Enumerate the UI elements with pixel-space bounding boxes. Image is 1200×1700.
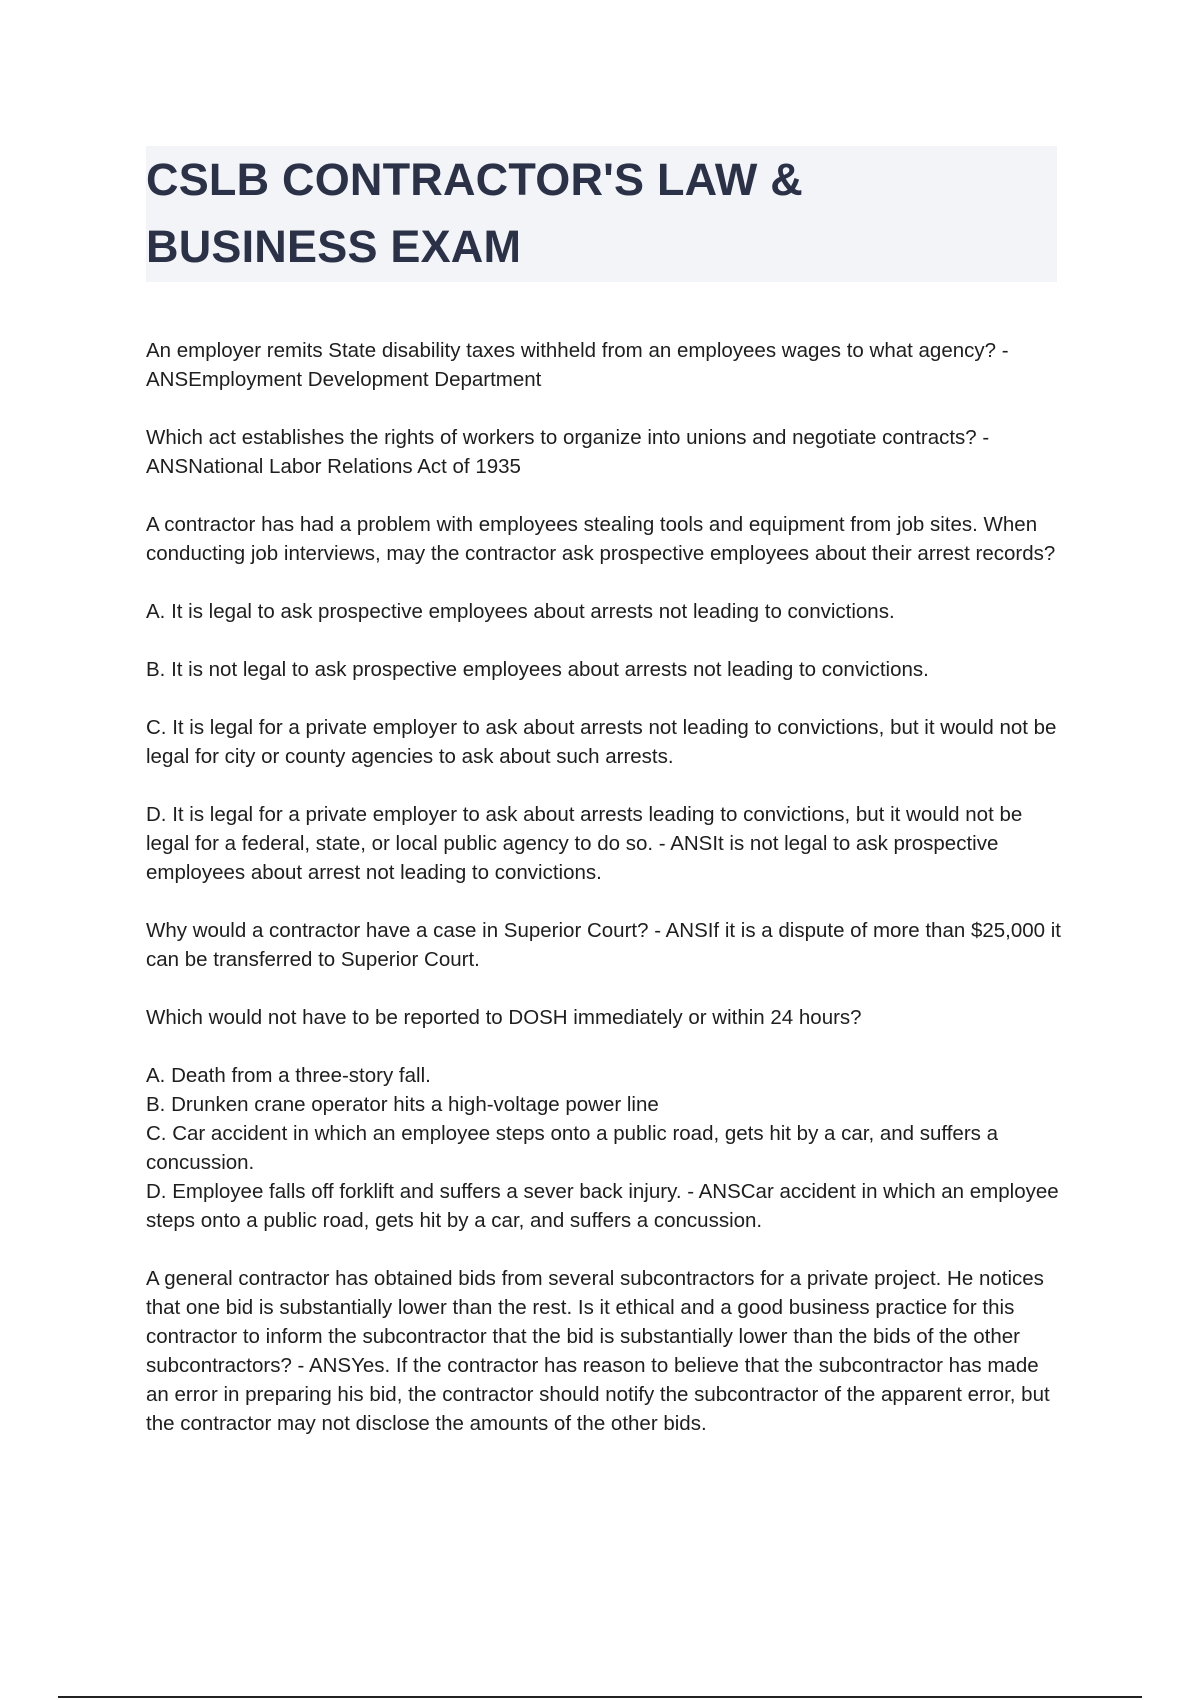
paragraph-bids: A general contractor has obtained bids from several subcontractors for a private project. He notices that one bid is substantially lower than the rest. Is it ethical and a good business practice for this contractor to inform the subcontractor that the bid is substantially lower than the bids of the other subcontractors? - ANSYes. If the contractor has reason to believe that the subcontractor has made an error in preparing his bid, the contractor should notify the subcontractor of the apparent error, but the contractor may not disclose the amounts of the other bids. xyxy=(146,1267,1050,1435)
page-bottom-rule xyxy=(58,1696,1142,1698)
paragraph-option-a: A. It is legal to ask prospective employees about arrests not leading to convictions. xyxy=(146,600,895,623)
paragraph-superior-court: Why would a contractor have a case in Superior Court? - ANSIf it is a dispute of more than $25,000 it can be transferred to Superior Court. xyxy=(146,919,1062,971)
dosh-option-d: D. Employee falls off forklift and suffers a sever back injury. - ANSCar accident in which an employee steps onto a public road, gets hit by a car, and suffers a concussion. xyxy=(146,1180,1059,1232)
title-banner xyxy=(146,146,1057,282)
paragraph-arrest-question: A contractor has had a problem with employees stealing tools and equipment from job sites. When conducting job interviews, may the contractor ask prospective employees about their arrest records? xyxy=(146,513,1056,565)
paragraph-edd: An employer remits State disability taxes withheld from an employees wages to what agency? - ANSEmployment Development Department xyxy=(146,339,1009,391)
paragraph-option-d: D. It is legal for a private employer to ask about arrests leading to convictions, but it would not be legal for a federal, state, or local public agency to do so. - ANSIt is not legal to ask prospective employees about arrest not leading to convictions. xyxy=(146,803,1023,884)
title-line-2: BUSINESS EXAM xyxy=(146,221,522,272)
paragraph-option-c: C. It is legal for a private employer to ask about arrests not leading to convictions, but it would not be legal for city or county agencies to ask about such arrests. xyxy=(146,716,1057,768)
paragraph-nlra: Which act establishes the rights of workers to organize into unions and negotiate contracts? - ANSNational Labor Relations Act of 1935 xyxy=(146,426,990,478)
document-title xyxy=(146,146,1057,280)
paragraph-option-b: B. It is not legal to ask prospective employees about arrests not leading to convictions. xyxy=(146,658,929,681)
paragraph-dosh-question: Which would not have to be reported to DOSH immediately or within 24 hours? xyxy=(146,1006,862,1029)
dosh-option-a: A. Death from a three-story fall. xyxy=(146,1064,431,1087)
title-line-1: CSLB CONTRACTOR'S LAW & xyxy=(146,154,803,205)
dosh-option-c: C. Car accident in which an employee steps onto a public road, gets hit by a car, and suffers a concussion. xyxy=(146,1122,998,1174)
dosh-option-b: B. Drunken crane operator hits a high-voltage power line xyxy=(146,1093,659,1116)
document-body xyxy=(146,336,1061,1467)
